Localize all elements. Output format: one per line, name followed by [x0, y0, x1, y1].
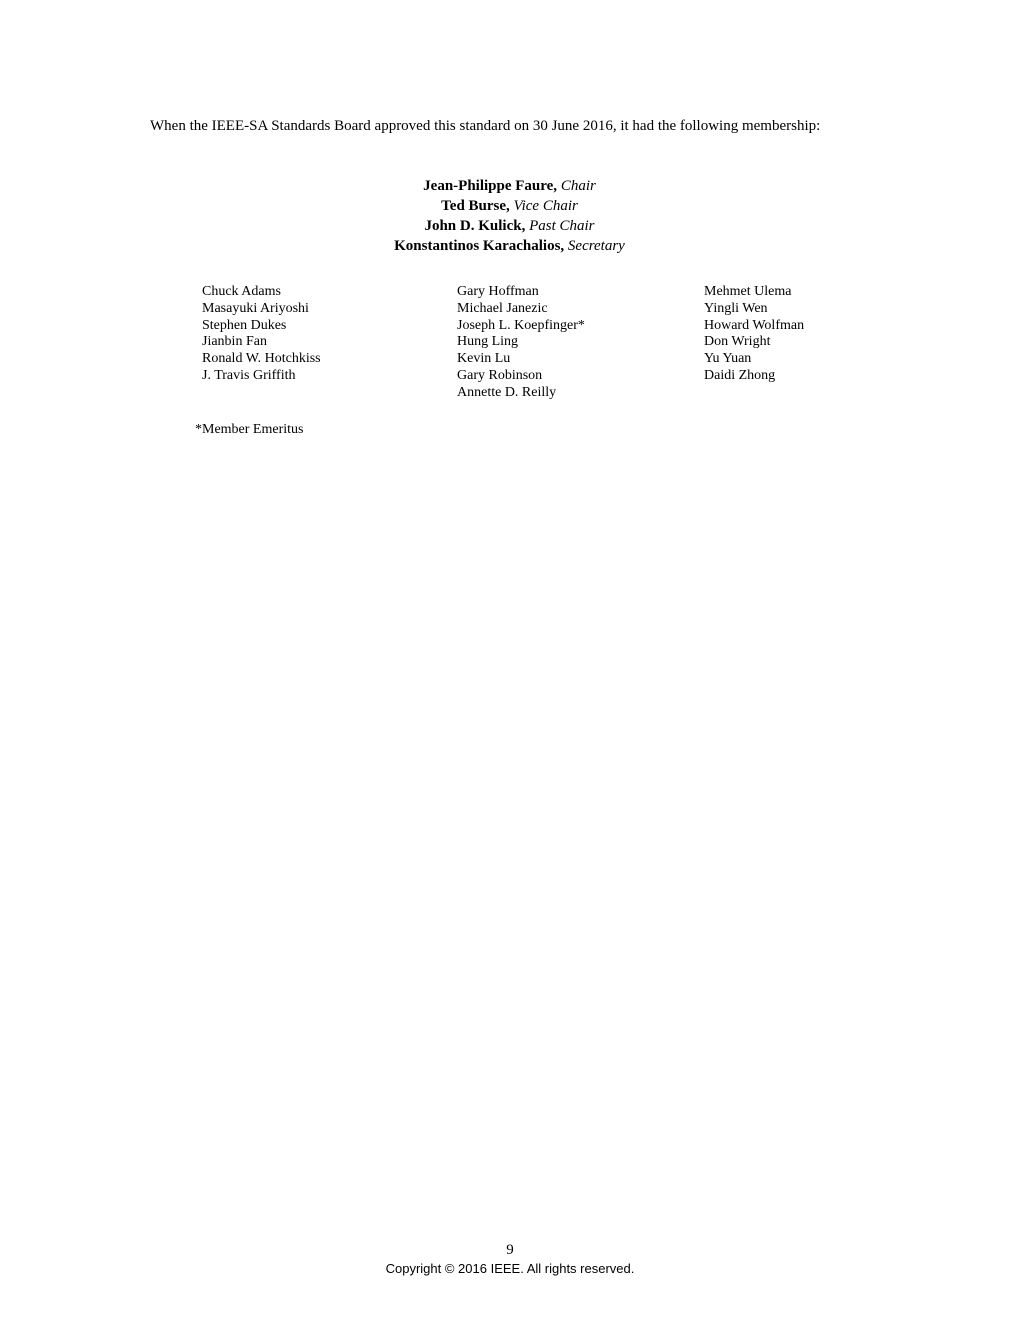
member-name: Gary Robinson [457, 367, 543, 383]
member-name: Hung Ling [457, 334, 519, 350]
member-name: J. Travis Griffith [202, 367, 296, 383]
officer-vice-chair [150, 196, 869, 216]
officer-name: Konstantinos Karachalios, [394, 238, 565, 254]
member-name: Daidi Zhong [704, 367, 776, 383]
officer-role: Chair [560, 178, 596, 194]
member-name: Yingli Wen [704, 300, 768, 316]
officer-role: Secretary [567, 238, 625, 254]
intro-paragraph: When the IEEE-SA Standards Board approved this standard on 30 June 2016, it had the following membership: [150, 118, 821, 134]
copyright-notice: Copyright © 2016 IEEE. All rights reserved. [385, 1261, 635, 1276]
member-name: Gary Hoffman [457, 284, 539, 299]
member-name: Howard Wolfman [704, 317, 805, 333]
member-column-1 [202, 284, 321, 385]
officer-role: Past Chair [529, 218, 595, 234]
member-name: Annette D. Reilly [457, 384, 557, 400]
member-name: Joseph L. Koepfinger* [457, 317, 585, 333]
member-name: Ronald W. Hotchkiss [202, 351, 321, 367]
member-name: Jianbin Fan [202, 334, 267, 350]
officer-secretary [150, 236, 869, 256]
member-name: Kevin Lu [457, 351, 511, 367]
officer-name: Ted Burse, [441, 198, 510, 214]
member-name: Mehmet Ulema [704, 284, 792, 299]
member-column-3 [704, 284, 804, 385]
officer-chair [150, 176, 869, 196]
member-column-2 [457, 284, 585, 402]
footnote: *Member Emeritus [195, 422, 304, 437]
page-number: 9 [506, 1242, 514, 1258]
member-name: Masayuki Ariyoshi [202, 300, 309, 316]
officer-role: Vice Chair [513, 198, 578, 214]
member-name: Don Wright [704, 334, 771, 350]
officer-past-chair [150, 216, 869, 236]
member-name: Yu Yuan [704, 351, 752, 367]
member-name: Stephen Dukes [202, 317, 287, 333]
member-name: Chuck Adams [202, 284, 281, 299]
officer-name: Jean-Philippe Faure, [423, 178, 558, 194]
officers-block [150, 176, 869, 256]
member-name: Michael Janezic [457, 300, 548, 316]
officer-name: John D. Kulick, [424, 218, 526, 234]
